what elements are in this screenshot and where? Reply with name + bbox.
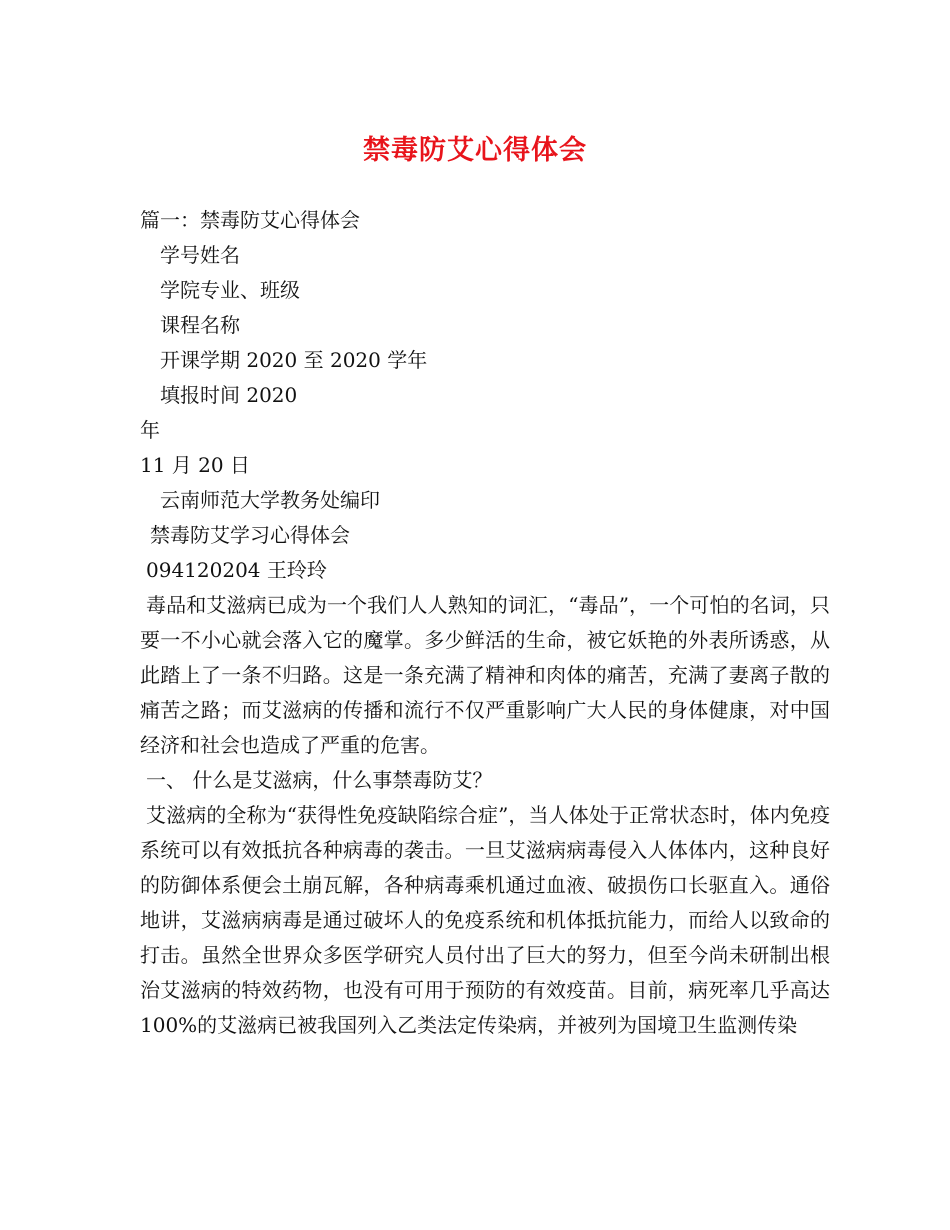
date-line: 11 月 20 日: [140, 453, 250, 477]
document-body: [140, 203, 830, 1043]
college-major-class-line: 学院专业、班级: [160, 278, 300, 302]
essay-title-line: 禁毒防艾学习心得体会: [150, 523, 350, 547]
semester-line: 开课学期 2020 至 2020 学年: [160, 348, 428, 372]
section-heading: 一、 什么是艾滋病，什么事禁毒防艾？: [146, 768, 493, 792]
document-title: 禁毒防艾心得体会: [363, 135, 587, 166]
publisher-line: 云南师范大学教务处编印: [160, 488, 380, 512]
paragraph-aids-definition: 艾滋病的全称为“获得性免疫缺陷综合症”，当人体处于正常状态时，体内免疫系统可以有效抵抗各种病毒的袭击。一旦艾滋病病毒侵入人体体内，这种良好的防御体系便会土崩瓦解，各种病毒乘机通过血液、破损伤口长驱直入。通俗地讲，艾滋病病毒是通过破坏人的免疫系统和机体抵抗能力，而给人以致命的打击。虽然全世界众多医学研究人员付出了巨大的努力，但至今尚未研制出根治艾滋病的特效药物，也没有可用于预防的有效疫苗。目前，病死率几乎高达 100%的艾滋病已被我国列入乙类法定传染病，并被列为国境卫生监测传染: [140, 803, 830, 1037]
year-line: 年: [140, 418, 160, 442]
chapter-heading: 篇一：禁毒防艾心得体会: [140, 208, 360, 232]
student-id-name-line: 学号姓名: [160, 243, 240, 267]
paragraph-intro: 毒品和艾滋病已成为一个我们人人熟知的词汇，“毒品”，一个可怕的名词，只要一不小心就会落入它的魔掌。多少鲜活的生命，被它妖艳的外表所诱惑，从此踏上了一条不归路。这是一条充满了精神和肉体的痛苦，充满了妻离子散的痛苦之路；而艾滋病的传播和流行不仅严重影响广大人民的身体健康，对中国经济和社会也造成了严重的危害。: [140, 593, 830, 757]
submit-time-line: 填报时间 2020: [160, 383, 298, 407]
author-line: 094120204 王玲玲: [146, 558, 327, 582]
course-name-line: 课程名称: [160, 313, 240, 337]
